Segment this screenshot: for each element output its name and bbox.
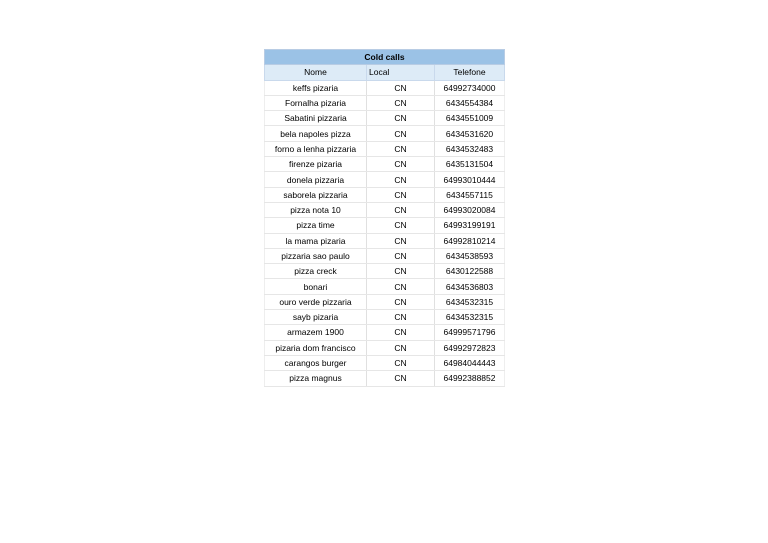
cell-nome[interactable]: pizzaria sao paulo [265, 248, 367, 263]
cell-local[interactable]: CN [367, 111, 435, 126]
cell-local[interactable]: CN [367, 264, 435, 279]
cell-nome[interactable]: Sabatini pizzaria [265, 111, 367, 126]
cell-local[interactable]: CN [367, 355, 435, 370]
cell-telefone[interactable]: 6434538593 [435, 248, 505, 263]
cell-telefone[interactable]: 6434532315 [435, 294, 505, 309]
cell-local[interactable]: CN [367, 157, 435, 172]
cell-local[interactable]: CN [367, 294, 435, 309]
cell-local[interactable]: CN [367, 248, 435, 263]
table-row [265, 325, 505, 340]
cell-telefone[interactable]: 6434532315 [435, 310, 505, 325]
cell-telefone[interactable]: 6434551009 [435, 111, 505, 126]
table-row [265, 233, 505, 248]
cell-local[interactable]: CN [367, 95, 435, 110]
cell-nome[interactable]: bonari [265, 279, 367, 294]
cell-telefone[interactable]: 64999571796 [435, 325, 505, 340]
cell-telefone[interactable]: 6434531620 [435, 126, 505, 141]
cell-nome[interactable]: pizza time [265, 218, 367, 233]
cell-local[interactable]: CN [367, 172, 435, 187]
cold-calls-table [264, 49, 505, 387]
cell-telefone[interactable]: 6434536803 [435, 279, 505, 294]
cell-telefone[interactable]: 64993199191 [435, 218, 505, 233]
table-row [265, 371, 505, 386]
table-row [265, 310, 505, 325]
table-row [265, 279, 505, 294]
table-row [265, 294, 505, 309]
cell-telefone[interactable]: 64984044443 [435, 355, 505, 370]
cell-nome[interactable]: forno a lenha pizzaria [265, 141, 367, 156]
cell-telefone[interactable]: 64993020084 [435, 202, 505, 217]
cell-local[interactable]: CN [367, 202, 435, 217]
table-row [265, 111, 505, 126]
cell-nome[interactable]: carangos burger [265, 355, 367, 370]
cell-nome[interactable]: pizaria dom francisco [265, 340, 367, 355]
cell-telefone[interactable]: 6430122588 [435, 264, 505, 279]
cell-local[interactable]: CN [367, 340, 435, 355]
cell-telefone[interactable]: 64992972823 [435, 340, 505, 355]
cell-nome[interactable]: pizza nota 10 [265, 202, 367, 217]
cell-local[interactable]: CN [367, 371, 435, 386]
cell-nome[interactable]: keffs pizaria [265, 80, 367, 95]
cell-local[interactable]: CN [367, 310, 435, 325]
table-row [265, 141, 505, 156]
cell-nome[interactable]: pizza magnus [265, 371, 367, 386]
cell-local[interactable]: CN [367, 279, 435, 294]
table-body [265, 80, 505, 386]
cell-nome[interactable]: pizza creck [265, 264, 367, 279]
cell-nome[interactable]: la mama pizaria [265, 233, 367, 248]
table-row [265, 157, 505, 172]
table-row [265, 95, 505, 110]
cell-local[interactable]: CN [367, 141, 435, 156]
table-header-row [265, 65, 505, 80]
cell-nome[interactable]: bela napoles pizza [265, 126, 367, 141]
cell-local[interactable]: CN [367, 325, 435, 340]
table-row [265, 202, 505, 217]
table-row [265, 264, 505, 279]
cell-nome[interactable]: Fornalha pizaria [265, 95, 367, 110]
table-row [265, 248, 505, 263]
cell-nome[interactable]: sayb pizaria [265, 310, 367, 325]
header-telefone[interactable]: Telefone [435, 65, 505, 80]
table-row [265, 340, 505, 355]
cell-local[interactable]: CN [367, 218, 435, 233]
table-title-row [265, 50, 505, 65]
table-title[interactable]: Cold calls [265, 50, 505, 65]
cell-nome[interactable]: firenze pizaria [265, 157, 367, 172]
cell-telefone[interactable]: 6434557115 [435, 187, 505, 202]
cell-local[interactable]: CN [367, 80, 435, 95]
cell-local[interactable]: CN [367, 187, 435, 202]
cell-nome[interactable]: armazem 1900 [265, 325, 367, 340]
cell-telefone[interactable]: 64992388852 [435, 371, 505, 386]
header-local[interactable]: Local [367, 65, 435, 80]
header-nome[interactable]: Nome [265, 65, 367, 80]
cell-telefone[interactable]: 6434532483 [435, 141, 505, 156]
table-row [265, 126, 505, 141]
cell-telefone[interactable]: 64993010444 [435, 172, 505, 187]
cell-nome[interactable]: donela pizzaria [265, 172, 367, 187]
cell-nome[interactable]: ouro verde pizzaria [265, 294, 367, 309]
cell-telefone[interactable]: 6434554384 [435, 95, 505, 110]
cell-telefone[interactable]: 64992810214 [435, 233, 505, 248]
cell-local[interactable]: CN [367, 233, 435, 248]
cell-local[interactable]: CN [367, 126, 435, 141]
table-row [265, 172, 505, 187]
cell-telefone[interactable]: 6435131504 [435, 157, 505, 172]
cell-telefone[interactable]: 64992734000 [435, 80, 505, 95]
cell-nome[interactable]: saborela pizzaria [265, 187, 367, 202]
table-row [265, 355, 505, 370]
table-row [265, 218, 505, 233]
table-row [265, 80, 505, 95]
table-row [265, 187, 505, 202]
